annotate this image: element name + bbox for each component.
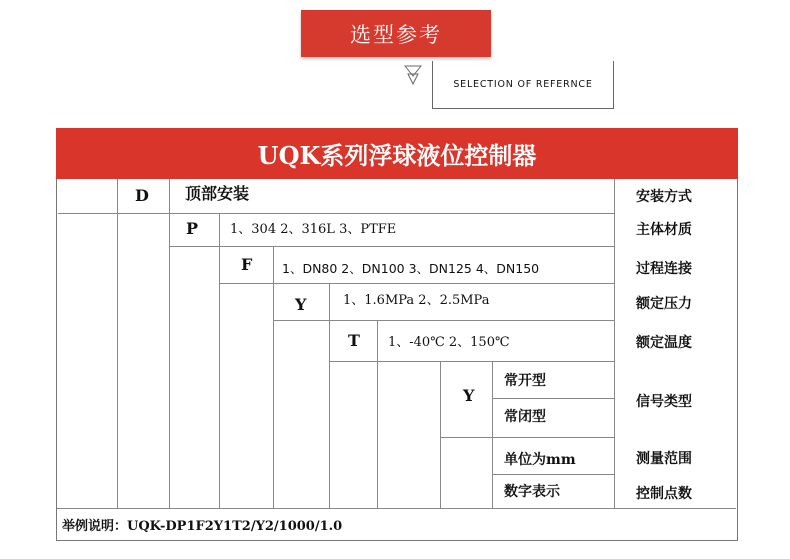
row-divider	[58, 213, 614, 214]
code-y-pressure: Y	[295, 295, 307, 314]
label-pressure: 额定压力	[636, 296, 692, 312]
row-divider	[441, 437, 614, 438]
column-divider	[440, 361, 441, 508]
label-mount-type: 安装方式	[636, 189, 692, 205]
connection-desc: 1、DN80 2、DN100 3、DN125 4、DN150	[282, 261, 540, 276]
label-signal-type: 信号类型	[636, 394, 692, 410]
triangle-down-icon	[404, 64, 422, 86]
row-divider	[57, 508, 736, 509]
product-banner: UQK系列浮球液位控制器	[56, 128, 738, 179]
label-measure-range: 测量范围	[636, 451, 692, 467]
column-divider	[169, 179, 170, 508]
column-divider	[492, 361, 493, 508]
label-control-points: 控制点数	[636, 486, 692, 502]
unit-desc: 单位为mm	[504, 452, 576, 468]
column-divider	[219, 213, 220, 508]
code-p: P	[186, 219, 199, 238]
material-desc: 1、304 2、316L 3、PTFE	[230, 222, 397, 237]
column-divider	[273, 246, 274, 508]
section-title: 选型参考	[301, 10, 491, 57]
label-connection: 过程连接	[636, 261, 692, 277]
mount-desc: 顶部安装	[185, 184, 250, 203]
row-divider	[493, 398, 614, 399]
temperature-desc: 1、-40℃ 2、150℃	[388, 335, 510, 350]
label-temperature: 额定温度	[636, 335, 692, 351]
row-divider	[493, 474, 614, 475]
row-divider	[170, 246, 614, 247]
signal-normally-open: 常开型	[504, 373, 546, 389]
section-subtitle: SELECTION OF REFERNCE	[432, 61, 614, 109]
code-t: T	[348, 331, 360, 350]
code-y-signal: Y	[463, 386, 475, 405]
pressure-desc: 1、1.6MPa 2、2.5MPa	[343, 293, 490, 308]
column-divider	[329, 283, 330, 508]
code-d: D	[135, 186, 149, 205]
row-divider	[274, 320, 614, 321]
row-divider	[330, 361, 614, 362]
signal-normally-closed: 常闭型	[504, 409, 546, 425]
code-f: F	[241, 255, 253, 274]
example-text: 举例说明：UQK-DP1F2Y1T2/Y2/1000/1.0	[62, 519, 343, 534]
count-desc: 数字表示	[504, 484, 560, 500]
column-divider	[614, 179, 615, 508]
column-divider	[117, 179, 118, 508]
label-material: 主体材质	[636, 222, 692, 238]
row-divider	[220, 283, 614, 284]
column-divider	[377, 320, 378, 508]
